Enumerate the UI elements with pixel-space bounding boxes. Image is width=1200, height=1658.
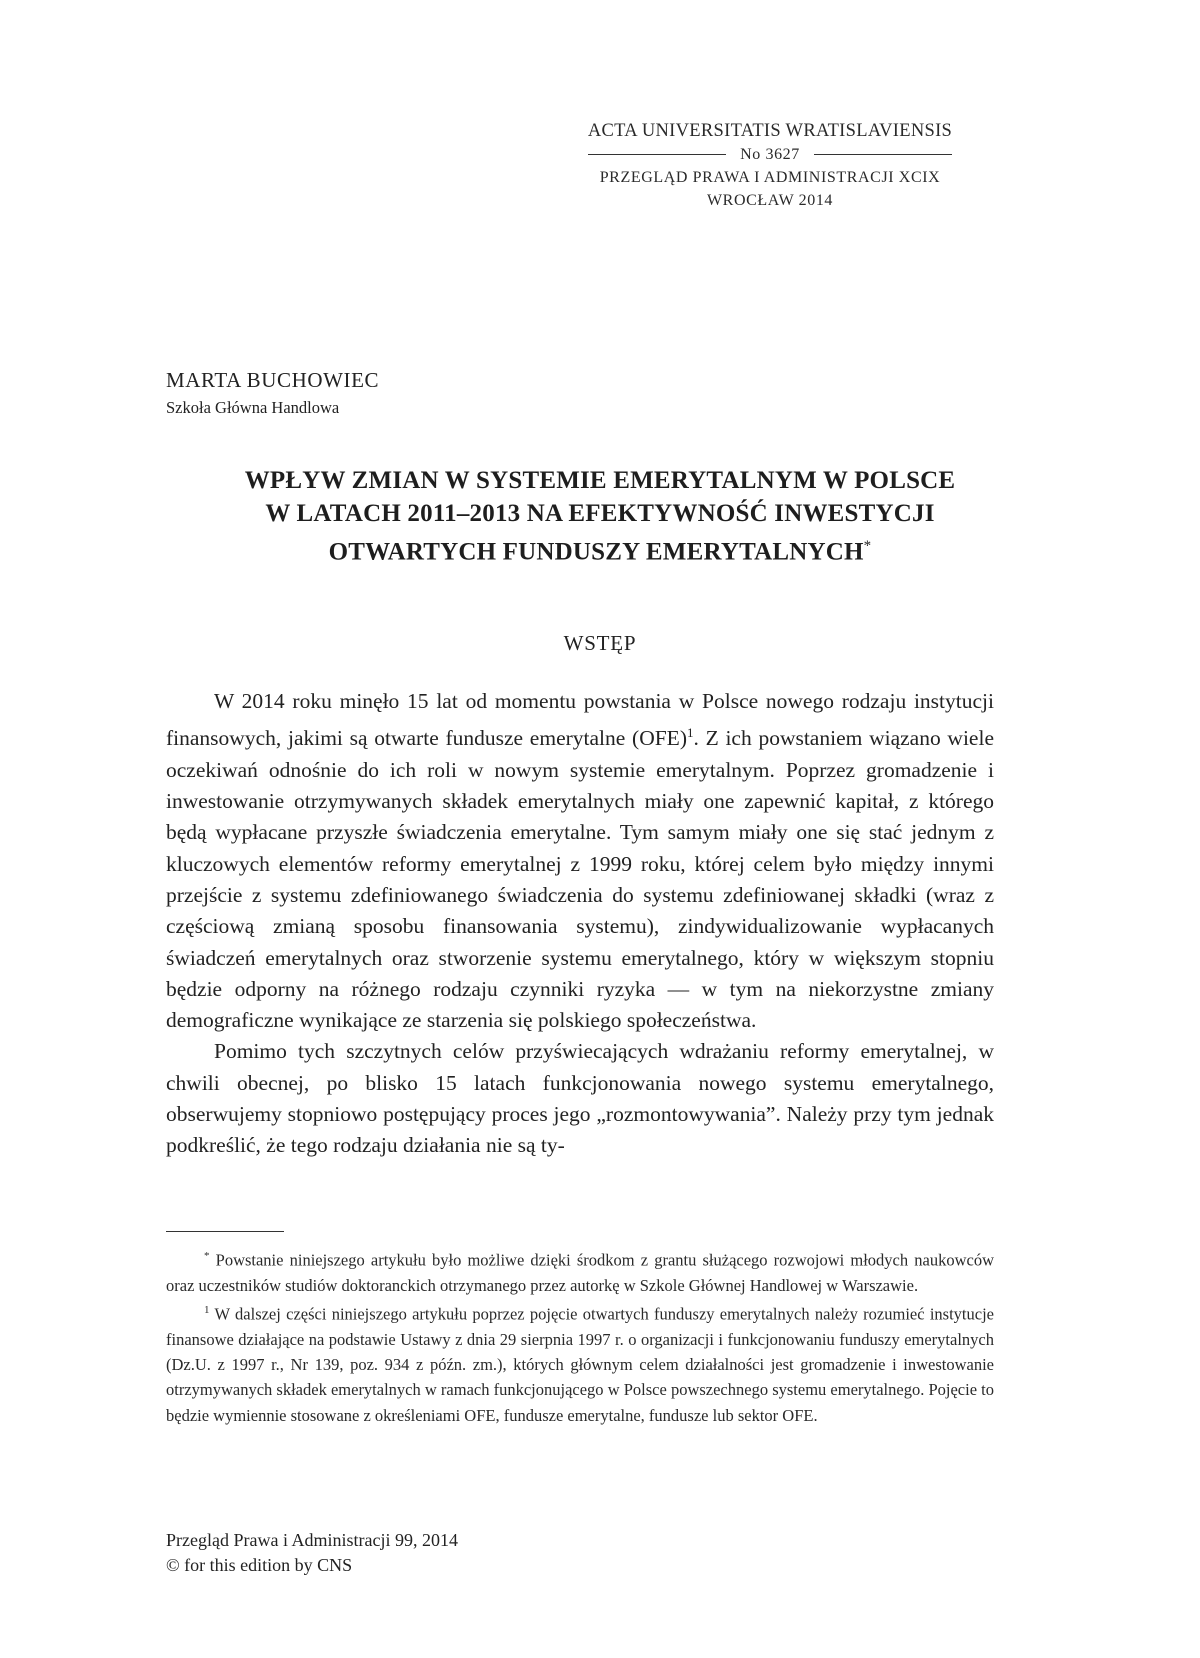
journal-place-year: WROCŁAW 2014: [706, 192, 834, 209]
header-rule-left: [588, 154, 726, 155]
title-line-3: [150, 530, 1050, 568]
article-title: [150, 464, 1050, 568]
header-rule-right: [814, 154, 952, 155]
paragraph-2: Pomimo tych szczytnych celów przyświecających wdrażaniu reformy emerytalnej, w chwili obecnej, po blisko 15 latach funkcjonowania nowego systemu emerytalnego, obserwujemy stopniowo postępujący proces jego „rozmontowywania”. Należy przy tym jednak podkreślić, że tego rodzaju działania nie są ty-: [166, 1039, 994, 1158]
title-footnote-marker: *: [863, 538, 872, 554]
footnotes: [166, 1244, 994, 1428]
section-heading: WSTĘP: [563, 631, 637, 655]
author-affiliation: Szkoła Główna Handlowa: [166, 398, 340, 417]
journal-name: ACTA UNIVERSITATIS WRATISLAVIENSIS: [587, 121, 953, 141]
imprint-copyright: © for this edition by CNS: [166, 1555, 353, 1575]
paragraph-1-part-b: . Z ich powstaniem wiązano wiele oczekiwań odnośnie do ich roli w nowym systemie emerytalnym. Poprzez gromadzenie i inwestowanie otrzymywanych składek emerytalnych miały one zapewnić kapitał, z którego będą wypłacane przyszłe świadczenia emerytalne. Tym samym miały one się stać jednym z kluczowych elementów reformy emerytalnej z 1999 roku, której celem było między innymi przejście z systemu zdefiniowanego świadczenia do systemu zdefiniowanej składki (wraz z częściową zmianą sposobu finansowania systemu), zindywidualizowanie wypłacanych świadczeń emerytalnych oraz stworzenie systemu emerytalnego, który w większym stopniu będzie odporny na różnego rodzaju czynniki ryzyka — w tym na niekorzystne zmiany demograficzne wynikające ze starzenia się polskiego społeczeństwa.: [166, 726, 994, 1033]
title-line-3-text: OTWARTYCH FUNDUSZY EMERYTALNYCH: [328, 538, 864, 566]
footnote-ref-1: 1: [686, 725, 694, 741]
footnote-1-text: W dalszej części niniejszego artykułu poprzez pojęcie otwartych funduszy emerytalnych należy rozumieć instytucje finansowe działające na podstawie Ustawy z dnia 29 sierpnia 1997 r. o organizacji i funkcjonowaniu funduszy emerytalnych (Dz.U. z 1997 r., Nr 139, poz. 934 z późn. zm.), których głównym celem działalności jest gromadzenie i inwestowanie otrzymywanych składek emerytalnych w ramach funkcjonującego w Polsce powszechnego systemu emerytalnego. Pojęcie to będzie wymiennie stosowane z określeniami OFE, fundusze emerytalne, fundusze lub sektor OFE.: [166, 1304, 994, 1425]
footnote-separator: [166, 1231, 284, 1232]
imprint: [166, 1528, 458, 1578]
imprint-journal: Przegląd Prawa i Administracji 99, 2014: [166, 1530, 458, 1550]
paragraph-1: [166, 686, 994, 1036]
footnote-1-marker: 1: [204, 1304, 210, 1317]
journal-header: [520, 120, 1020, 212]
article-body: [166, 686, 994, 1162]
issue-number-line: [520, 143, 1020, 166]
author-name: MARTA BUCHOWIEC: [166, 368, 380, 392]
footnote-star-marker: *: [204, 1250, 210, 1262]
journal-series: PRZEGLĄD PRAWA I ADMINISTRACJI XCIX: [599, 169, 941, 186]
title-line-1: WPŁYW ZMIAN W SYSTEMIE EMERYTALNYM W POLSCE: [244, 467, 956, 494]
footnote-star-text: Powstanie niniejszego artykułu było możliwe dzięki środkom z grantu służącego rozwojowi młodych naukowców oraz uczestników studiów doktoranckich otrzymanego przez autorkę w Szkole Głównej Handlowej w Warszawie.: [166, 1250, 994, 1295]
footnote-1: [166, 1298, 994, 1428]
footnote-star: [166, 1244, 994, 1298]
issue-number: No 3627: [740, 146, 800, 163]
paragraph-1-part-a: W 2014 roku minęło 15 lat od momentu powstania w Polsce nowego rodzaju instytucji finansowych, jakimi są otwarte fundusze emerytalne (OFE): [166, 689, 994, 751]
title-line-2: W LATACH 2011–2013 NA EFEKTYWNOŚĆ INWESTYCJI: [265, 500, 935, 527]
